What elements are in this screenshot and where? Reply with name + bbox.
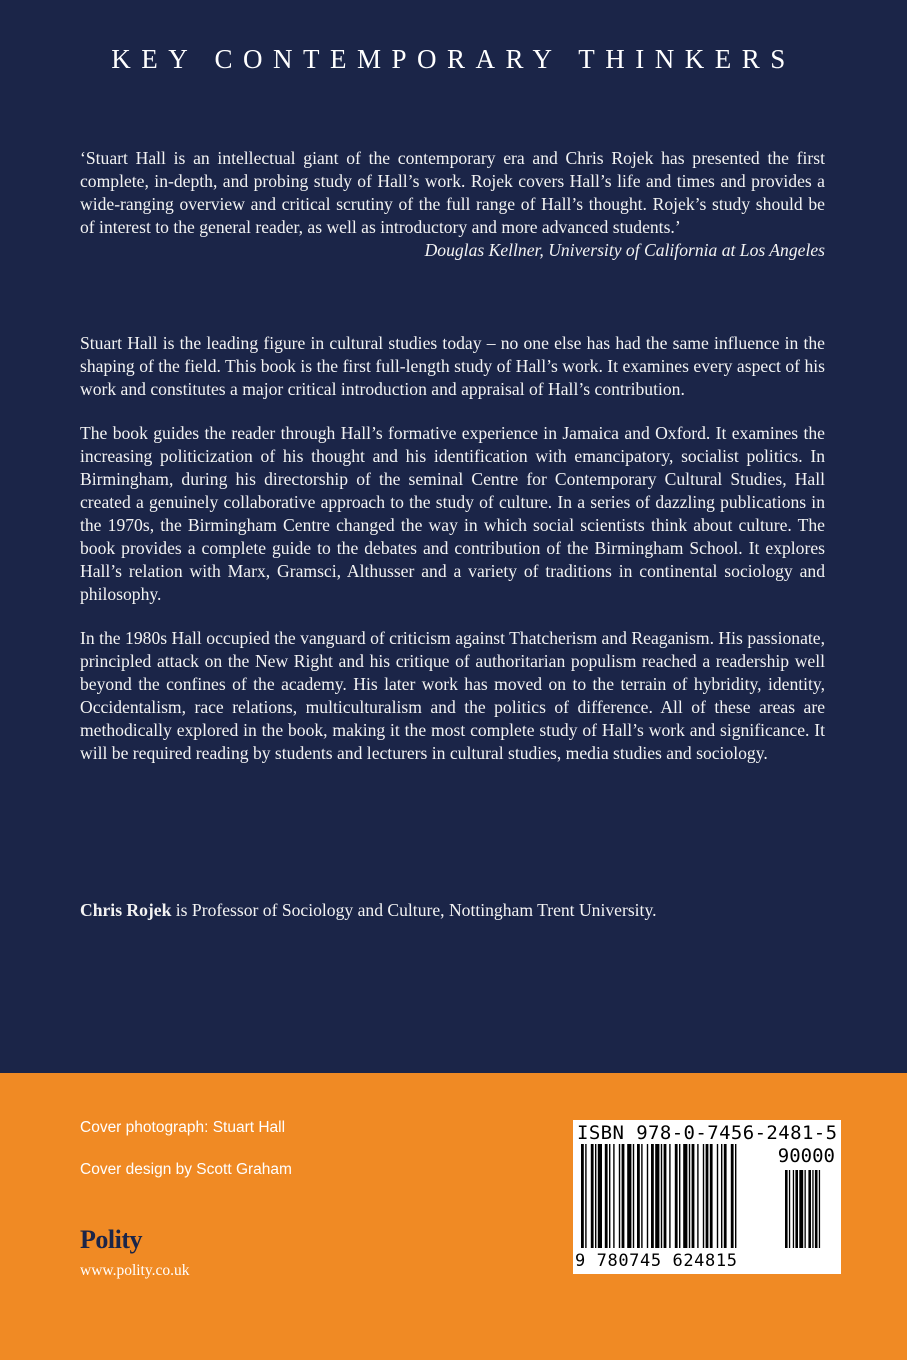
addon-bar — [808, 1170, 811, 1248]
publisher-logo: Polity — [80, 1225, 142, 1254]
barcode-bar — [683, 1144, 687, 1248]
barcode-bar — [717, 1144, 718, 1248]
barcode-bar — [706, 1144, 709, 1248]
barcode-bar — [692, 1144, 695, 1248]
barcode-bar — [669, 1144, 670, 1248]
barcode-bar — [647, 1144, 648, 1248]
addon-bar — [815, 1170, 818, 1248]
barcode-bar — [613, 1144, 614, 1248]
barcode-bar — [655, 1144, 659, 1248]
barcode-bar — [664, 1144, 667, 1248]
quote-attribution: Douglas Kellner, University of California at Los Angeles — [424, 240, 825, 260]
blurb-paragraph: In the 1980s Hall occupied the vanguard of criticism against Thatcherism and Reaganism. His passionate, principled attack on the New Right and his critique of authoritarian populism reached a readership well beyond the confines of the academy. His later work has moved on to the terrain of hybridity, identity, Occidentalism, race relations, multiculturalism and the politics of difference. All of these areas are methodically explored in the book, making it the most complete study of Hall’s work and significance. It will be required reading by students and lecturers in cultural studies, media studies and sociology. — [80, 628, 825, 763]
barcode-bar — [595, 1144, 596, 1248]
isbn-label: ISBN 978-0-7456-2481-5 — [577, 1122, 838, 1144]
barcode-bar — [641, 1144, 642, 1248]
barcode-bar — [731, 1144, 734, 1248]
blurb-paragraph: The book guides the reader through Hall’s formative experience in Jamaica and Oxford. It examines the increasing politicization of his thought and his identification with emancipatory, socialist politics. In Birmingham, during his directorship of the seminal Centre for Contemporary Cultural Studies, Hall created a genuinely collaborative approach to the study of culture. In a series of dazzling publications in the 1970s, the Birmingham Centre changed the way in which social scientists think about culture. The book provides a complete guide to the debates and contribution of the Birmingham School. It explores Hall’s relation with Marx, Gramsci, Althusser and a variety of traditions in continental sociology and philosophy. — [80, 423, 825, 604]
barcode-bar — [689, 1144, 690, 1248]
barcode-bar — [627, 1144, 631, 1248]
addon-bar — [812, 1170, 813, 1248]
cover-photo-credit: Cover photograph: Stuart Hall — [80, 1119, 286, 1136]
barcode-bar — [622, 1144, 625, 1248]
author-bio — [80, 899, 840, 922]
addon-bar — [793, 1170, 794, 1248]
addon-bar — [805, 1170, 806, 1248]
blurb — [80, 332, 825, 786]
barcode-bar — [703, 1144, 704, 1248]
addon-bar — [795, 1170, 798, 1248]
barcode-bar — [585, 1144, 586, 1248]
barcode-bar — [598, 1144, 602, 1248]
addon-bar — [819, 1170, 820, 1248]
barcode-bar — [651, 1144, 654, 1248]
series-title: KEY CONTEMPORARY THINKERS — [111, 44, 796, 74]
barcode — [573, 1120, 841, 1274]
barcode-number: 9 780745 624815 — [575, 1251, 738, 1271]
endorsement-quote — [80, 147, 825, 262]
barcode-bar — [724, 1144, 727, 1248]
barcode-bar — [637, 1144, 640, 1248]
barcode-bar — [675, 1144, 678, 1248]
cover-design-credit: Cover design by Scott Graham — [80, 1161, 292, 1178]
barcode-bar — [710, 1144, 713, 1248]
barcode-bar — [721, 1144, 722, 1248]
barcode-bar — [609, 1144, 610, 1248]
publisher-url[interactable]: www.polity.co.uk — [80, 1262, 190, 1279]
barcode-bar — [619, 1144, 620, 1248]
barcode-bar — [633, 1144, 634, 1248]
price-addon-code: 90000 — [777, 1145, 835, 1167]
author-description: is Professor of Sociology and Culture, Nottingham Trent University. — [171, 900, 657, 920]
addon-bar — [799, 1170, 803, 1248]
author-name: Chris Rojek — [80, 900, 172, 920]
barcode-bar — [735, 1144, 736, 1248]
barcode-bar — [581, 1144, 584, 1248]
addon-bar — [785, 1170, 788, 1248]
barcode-bar — [661, 1144, 662, 1248]
barcode-bar — [697, 1144, 698, 1248]
barcode-bar — [679, 1144, 680, 1248]
quote-text: ‘Stuart Hall is an intellectual giant of the contemporary era and Chris Rojek has presented the first complete, in-depth, and probing study of Hall’s work. Rojek covers Hall’s life and times and provides a wide-ranging overview and critical scrutiny of the full range of Hall’s thought. Rojek’s study should be of interest to the general reader, as well as introductory and more advanced students.’ — [80, 148, 825, 237]
barcode-bar — [605, 1144, 608, 1248]
barcode-bar — [591, 1144, 594, 1248]
orange-panel — [0, 1073, 907, 1360]
addon-bar — [789, 1170, 790, 1248]
blurb-paragraph: Stuart Hall is the leading figure in cultural studies today – no one else has had the same influence in the shaping of the field. This book is the first full-length study of Hall’s work. It examines every aspect of his work and constitutes a major critical introduction and appraisal of Hall’s contribution. — [80, 333, 825, 399]
barcode-bars — [581, 1144, 833, 1252]
